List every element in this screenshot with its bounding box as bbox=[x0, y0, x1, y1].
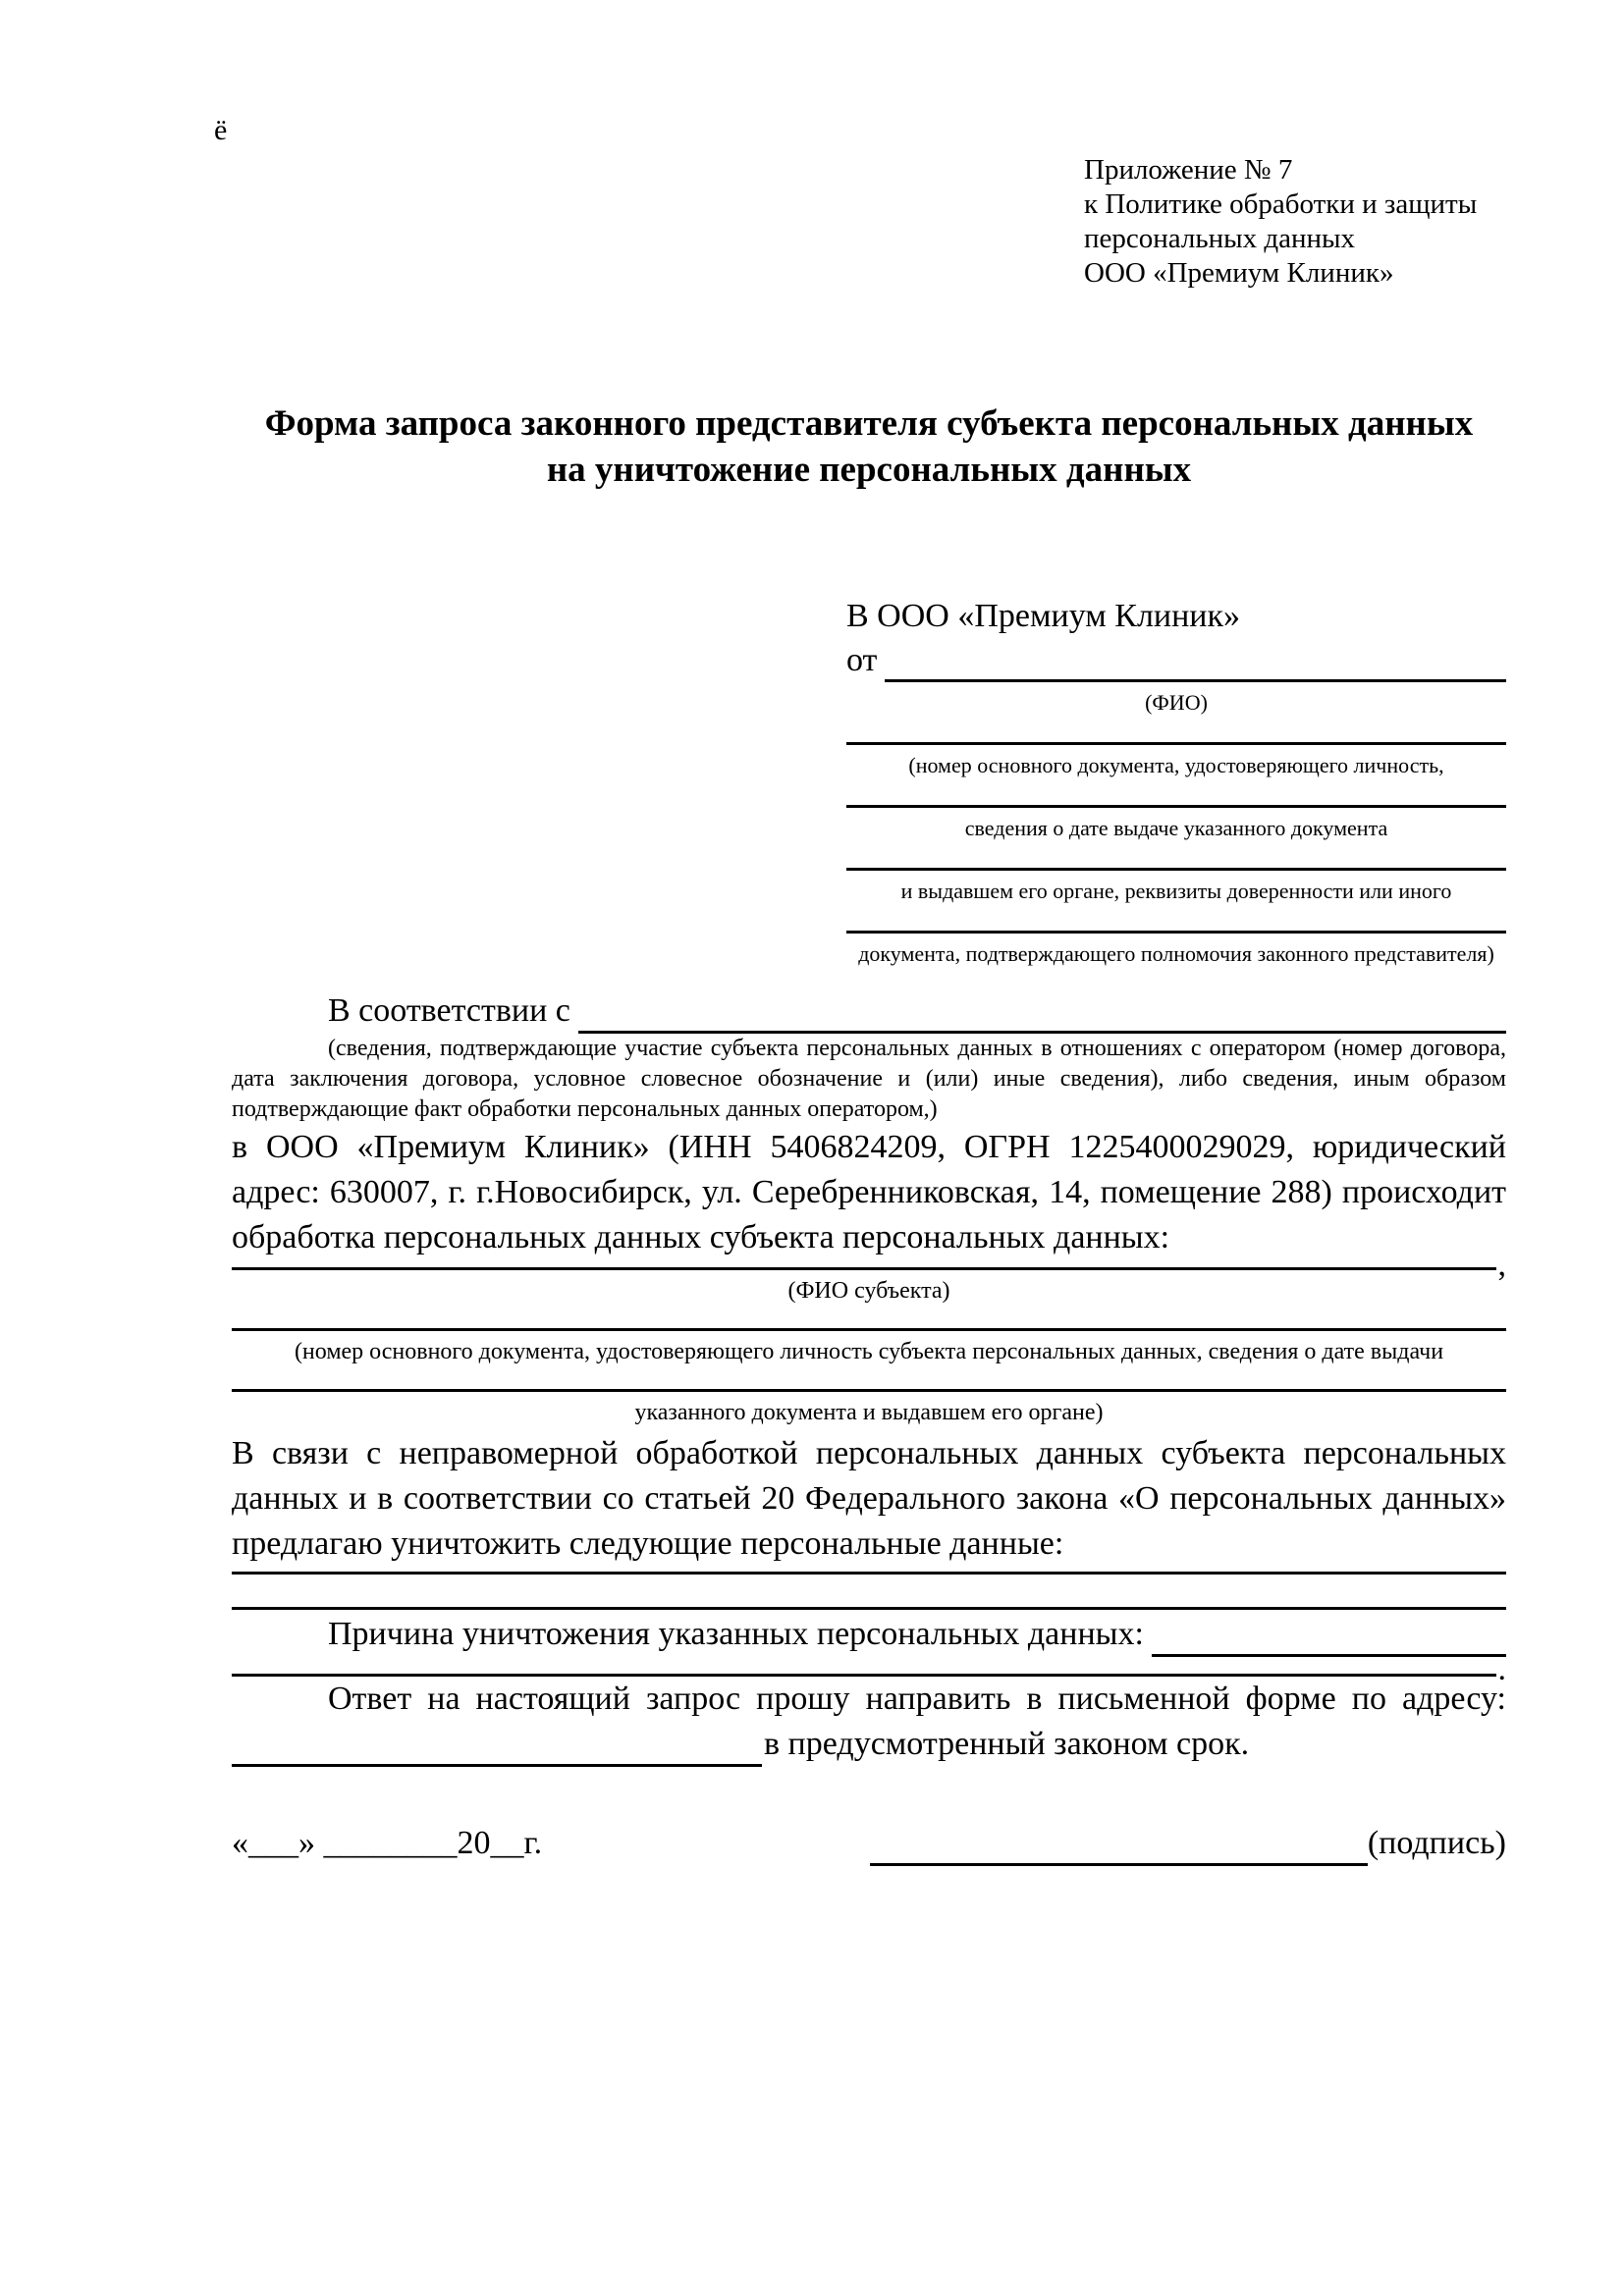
representative-document-blank-3 bbox=[846, 841, 1506, 871]
accordance-caption: (сведения, подтверждающие участие субъекта персональных данных в отношениях с оператором (номер договора, дата заключения договора, условное словесное обозначение и (или) иные сведения), либо сведения, иным образом подтверждающие факт обработки персональных данных оператором,) bbox=[232, 1036, 1506, 1122]
accordance-row bbox=[232, 988, 1506, 1034]
signature-block bbox=[870, 1821, 1506, 1866]
document-caption-4: документа, подтверждающего полномочия законного представителя) bbox=[858, 941, 1494, 966]
appendix-note-line-1: Приложение № 7 bbox=[1084, 154, 1293, 186]
subject-fio-blank bbox=[232, 1267, 1496, 1270]
appendix-note-line-2: к Политике обработки и защиты bbox=[1084, 188, 1478, 220]
subject-document-blank-1 bbox=[232, 1306, 1506, 1331]
answer-address-blank bbox=[232, 1722, 762, 1767]
operator-paragraph: в ООО «Премиум Клиник» (ИНН 5406824209, ОГРН 1225400029029, юридический адрес: 630007, г. г.Новосибирск, ул. Серебренниковская, 14, помещение 288) происходит обработка персональных данных субъекта персональных данных: bbox=[232, 1129, 1506, 1255]
document-caption-1: (номер основного документа, удостоверяющего личность, bbox=[908, 753, 1444, 777]
addressee-organization: В ООО «Премиум Клиник» bbox=[846, 598, 1241, 634]
form-title-line-2: на уничтожение персональных данных bbox=[546, 450, 1192, 490]
form-title bbox=[232, 400, 1506, 493]
signature-blank bbox=[870, 1863, 1368, 1866]
representative-name-blank bbox=[885, 638, 1506, 682]
representative-document-blank-2 bbox=[846, 778, 1506, 808]
reason-row bbox=[232, 1612, 1506, 1657]
from-label: от bbox=[846, 642, 878, 678]
document-caption-2: сведения о дате выдаче указанного документа bbox=[964, 816, 1388, 840]
signature-caption: (подпись) bbox=[1367, 1825, 1506, 1861]
fio-caption: (ФИО) bbox=[1145, 690, 1208, 715]
data-to-destroy-blank-2 bbox=[232, 1575, 1506, 1610]
accordance-label: В соответствии с bbox=[328, 992, 570, 1029]
document-caption-3: и выдавшем его органе, реквизиты доверенности или иного bbox=[900, 879, 1452, 903]
answer-paragraph: Ответ на настоящий запрос прошу направить в письменной форме по адресу: bbox=[328, 1681, 1506, 1717]
stray-letter: ё bbox=[214, 114, 228, 146]
reason-continuation-row bbox=[232, 1651, 1506, 1687]
data-to-destroy-blank-1 bbox=[232, 1567, 1506, 1575]
representative-document-blank-1 bbox=[846, 716, 1506, 745]
subject-fio-row bbox=[232, 1247, 1506, 1283]
date-line: «___» ________20__г. bbox=[232, 1825, 543, 1861]
appendix-note-line-3: персональных данных bbox=[1084, 223, 1356, 254]
document-content bbox=[232, 0, 1506, 1866]
representative-document-blank-4 bbox=[846, 904, 1506, 934]
subject-fio-trailing-comma: , bbox=[1497, 1247, 1506, 1283]
addressee-block bbox=[846, 594, 1506, 967]
from-row bbox=[846, 638, 1506, 682]
accordance-blank bbox=[578, 988, 1506, 1034]
reason-blank-1 bbox=[1152, 1612, 1506, 1657]
form-title-line-1: Форма запроса законного представителя субъекта персональных данных bbox=[264, 403, 1474, 444]
appendix-note-line-4: ООО «Премиум Клиник» bbox=[1084, 257, 1394, 289]
subject-document-caption-2: указанного документа и выдавшем его органе) bbox=[634, 1400, 1104, 1425]
answer-tail-text: в предусмотренный законом срок. bbox=[764, 1726, 1250, 1762]
reason-label: Причина уничтожения указанных персональных данных: bbox=[328, 1616, 1144, 1652]
request-paragraph: В связи с неправомерной обработкой персональных данных субъекта персональных данных и в соответствии со статьей 20 Федерального закона «О персональных данных» предлагаю уничтожить следующие персональные данные: bbox=[232, 1435, 1506, 1562]
answer-address-row bbox=[232, 1722, 1506, 1767]
subject-document-blank-2 bbox=[232, 1366, 1506, 1392]
date-signature-row bbox=[232, 1821, 1506, 1866]
subject-fio-caption: (ФИО субъекта) bbox=[787, 1278, 950, 1304]
subject-document-caption-1: (номер основного документа, удостоверяющего личность субъекта персональных данных, сведения о дате выдачи bbox=[294, 1339, 1444, 1364]
reason-trailing-period: . bbox=[1497, 1651, 1506, 1687]
